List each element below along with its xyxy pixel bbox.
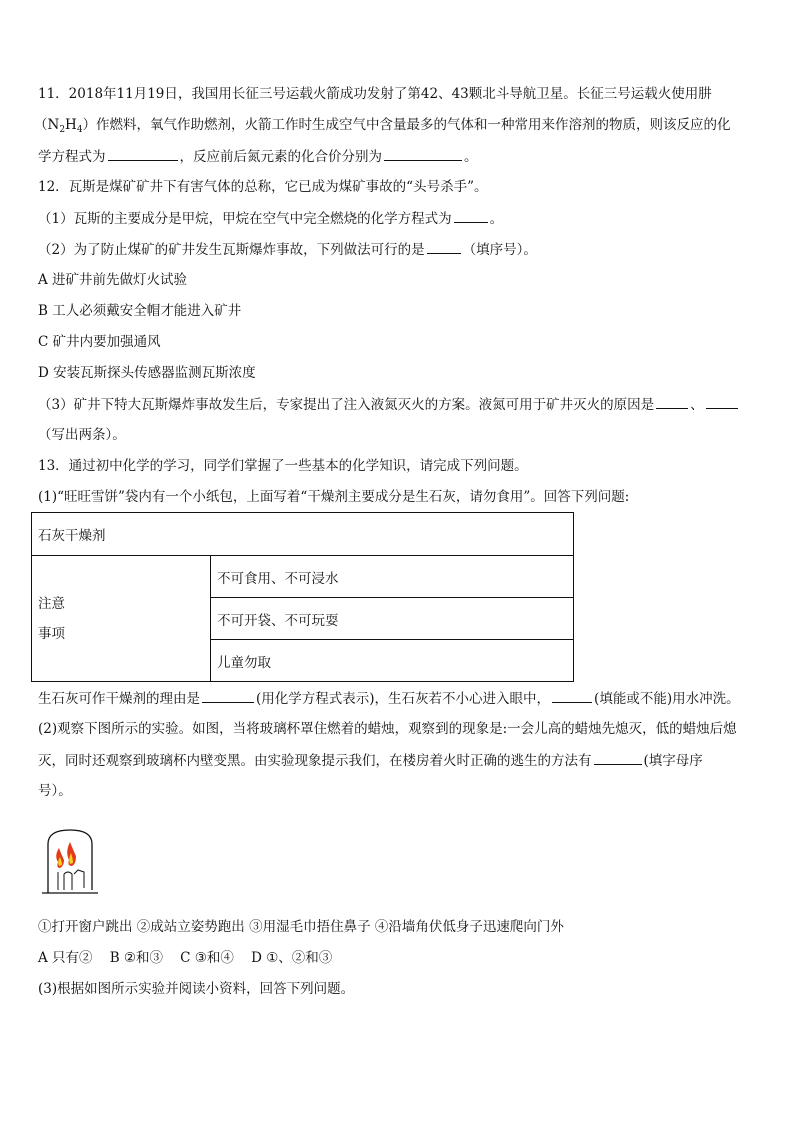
q11-line-3 — [38, 146, 478, 167]
q11-line-2-text: ）作燃料，氧气作助燃剂，火箭工作时生成空气中含量最多的气体和一种常用来作溶剂的物质，则该反应的化 — [82, 117, 731, 133]
table-label-line-1: 注意 — [38, 595, 65, 612]
q13-part-3: (3)根据如图所示实验并阅读小资料，回答下列问题。 — [38, 981, 355, 997]
q12-blank-1[interactable] — [454, 208, 488, 223]
q12-option-c: C 矿井内要加强通风 — [38, 334, 161, 350]
q11-line-3-pre: 学方程式为 — [38, 149, 106, 165]
q12-option-a: A 进矿井前先做灯火试验 — [38, 272, 188, 288]
table-title: 石灰干燥剂 — [32, 513, 574, 556]
q13-part-1-pre: 生石灰可作干燥剂的理由是 — [38, 691, 200, 707]
table-label-line-2: 事项 — [38, 625, 65, 642]
q12-part-3-text: （3）矿井下特大瓦斯爆炸事故发生后，专家提出了注入液氮灭火的方案。液氮可用于矿井灭火的原因是 — [38, 397, 655, 413]
q12-blank-3b[interactable] — [706, 394, 738, 409]
q13-blank-escape[interactable] — [594, 750, 642, 765]
q13-part-1-end: (填能或不能)用水冲洗。 — [594, 691, 740, 707]
q12-part-2-text: （2）为了防止煤矿的矿井发生瓦斯爆炸事故，下列做法可行的是 — [38, 242, 425, 258]
q11-blank-valence[interactable] — [384, 146, 462, 161]
table-row: 儿童勿取 — [211, 640, 574, 682]
table-row: 不可食用、不可浸水 — [211, 556, 574, 598]
q12-part-1-text: （1）瓦斯的主要成分是甲烷，甲烷在空气中完全燃烧的化学方程式为 — [38, 211, 452, 227]
q12-option-b: B 工人必须戴安全帽才能进入矿井 — [38, 303, 242, 319]
q13-blank-can-wash[interactable] — [552, 688, 592, 703]
q11-line-3-end: 。 — [464, 149, 478, 165]
q12-part-3 — [38, 394, 740, 415]
q13-part-2-line-1: (2)观察下图所示的实验。如图，当将玻璃杯罩住燃着的蜡烛，观察到的现象是:一会儿高的蜡烛先熄灭，低的蜡烛后熄 — [38, 721, 737, 737]
q13-part-2-line-2 — [38, 750, 703, 771]
q13-escape-methods: ①打开窗户跳出 ②成站立姿势跑出 ③用湿毛巾捂住鼻子 ④沿墙角伏低身子迅速爬向门外 — [38, 919, 564, 935]
q13-part-2-end: (填字母序 — [643, 753, 703, 769]
tall-candle-body — [64, 874, 72, 890]
q13-choices: A 只有② B ②和③ C ③和④ D ①、②和③ — [38, 950, 333, 966]
q12-part-3-line-2: （写出两条）。 — [38, 427, 126, 443]
q13-stem: 13．通过初中化学的学习，同学们掌握了一些基本的化学知识，请完成下列问题。 — [38, 458, 528, 474]
q12-part-3-sep: 、 — [690, 397, 704, 413]
q13-blank-equation[interactable] — [202, 688, 254, 703]
q12-blank-3a[interactable] — [656, 394, 688, 409]
desiccant-label-table — [31, 512, 574, 682]
q13-part-1-question — [38, 688, 740, 709]
q12-stem: 12．瓦斯是煤矿矿井下有害气体的总称，它已成为煤矿事故的“头号杀手”。 — [38, 179, 488, 195]
q11-line-3-mid: ，反应前后氮元素的化合价分别为 — [179, 149, 382, 165]
q12-part-1-end: 。 — [489, 211, 504, 227]
q12-part-2 — [38, 239, 537, 260]
q11-blank-equation[interactable] — [108, 146, 178, 161]
candle-glass-figure — [40, 826, 102, 896]
q12-blank-2[interactable] — [427, 239, 461, 254]
q11-line-2 — [34, 115, 731, 140]
q13-part-2-pre: 灭，同时还观察到玻璃杯内壁变黑。由实验现象提示我们，在楼房着火时正确的逃生的方法有 — [38, 753, 592, 769]
q12-part-2-end: （填序号）。 — [462, 242, 537, 258]
q11-formula-h: H — [65, 117, 77, 133]
table-label — [32, 556, 211, 682]
q12-part-1 — [38, 208, 503, 229]
q13-part-1-mid: (用化学方程式表示)，生石灰若不小心进入眼中， — [256, 691, 551, 707]
q12-option-d: D 安装瓦斯探头传感器监测瓦斯浓度 — [38, 365, 256, 381]
table-row: 不可开袋、不可玩耍 — [211, 598, 574, 640]
tall-candle-top — [64, 872, 72, 874]
q11-formula-open: （N — [34, 117, 60, 133]
q11-line-1: 11．2018年11月19日，我国用长征三号运载火箭成功发射了第42、43颗北斗导航卫星。长征三号运载火使用肼 — [38, 86, 712, 102]
q13-part-2-line-3: 号）。 — [38, 783, 72, 799]
q13-part-1-intro: (1)“旺旺雪饼”袋内有一个小纸包，上面写着“干燥剂主要成分是生石灰，请勿食用”。回答下列问题: — [38, 489, 630, 505]
q11-formula-sub-1: 2 — [59, 125, 66, 135]
candle-drip — [74, 870, 84, 888]
q11-formula-sub-2: 4 — [76, 125, 83, 135]
